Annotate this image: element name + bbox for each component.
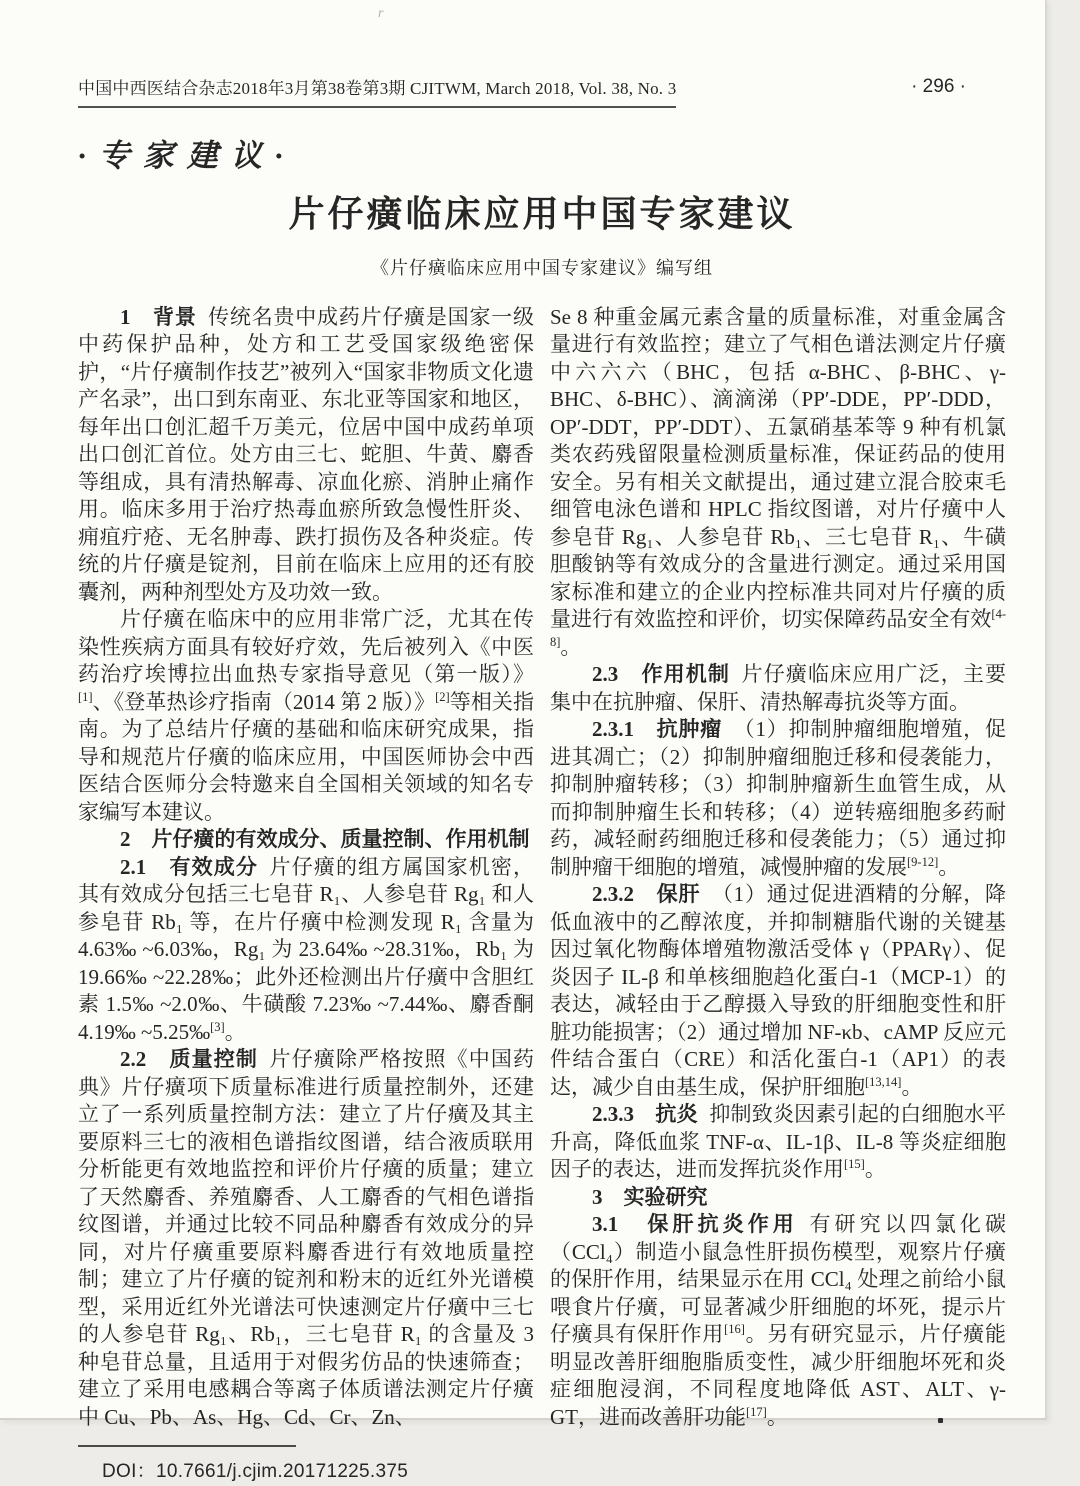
paragraph-anti-inflammatory <box>550 1101 1006 1184</box>
paragraph-experimental-research <box>550 1211 1006 1431</box>
paragraph-text: Se 8 种重金属元素含量的质量标准，对重金属含量进行有效监控；建立了气相色谱法测定片仔癀中六六六（BHC，包括 α-BHC、β-BHC、γ-BHC、δ-BHC）、滴滴涕（PP′-DDE，PP′-DDD，OP′-DDT，PP′-DDT）、五氯硝基苯等 9 种有机氯类农药残留限量检测质量标准，保证药品的使用安全。另有相关文献提出，通过建立混合胶束毛细管电泳色谱和 HPLC 指纹图谱，对片仔癀中人参皂苷 Rg₁、人参皂苷 Rb₁、三七皂苷 R₁、牛磺胆酸钠等有效成分的含量进行测定。通过采用国家标准和建立的企业内控标准共同对片仔癀的质量进行有效监控和评价，切实保障药品安全有效[4-8]。 <box>550 304 1006 659</box>
page-number: · 296 · <box>911 76 966 97</box>
page-header <box>78 0 1006 108</box>
article-title: 片仔癀临床应用中国专家建议 <box>288 194 796 234</box>
paragraph-text: 片仔癀临床应用广泛，主要集中在抗肿瘤、保肝、清热解毒抗炎等方面。 <box>550 662 1007 714</box>
doi-text: DOI：10.7661/j.cjim.20171225.375 <box>102 1461 409 1483</box>
article-body <box>78 304 1006 1486</box>
paragraph-text: 传统名贵中成药片仔癀是国家一级中药保护品种，处方和工艺受国家级绝密保护，“片仔癀制作技艺”被列入“国家非物质文化遗产名录”，出口到东南亚、东北亚等国家和地区，每年出口创汇超千万美元，位居中国中成药单项出口创汇首位。处方由三七、蛇胆、牛黄、麝香等组成，具有清热解毒、凉血化瘀、消肿止痛作用。临床多用于治疗热毒血瘀所致急慢性肝炎、痈疽疔疮、无名肿毒、跌打损伤及各种炎症。传统的片仔癀是锭剂，目前在临床上应用的还有胶囊剂，两种剂型处方及功效一致。 <box>78 304 535 604</box>
column-section-label: ·专家建议· <box>78 138 296 173</box>
paragraph-clinical-use <box>78 606 534 826</box>
journal-info: 中国中西医结合杂志2018年3月第38卷第3期 CJITWM, March 2018, Vol. 38, No. 3 <box>78 74 676 108</box>
paragraph-text: 抑制致炎因素引起的白细胞水平升高，降低血浆 TNF-α、IL-1β、IL-8 等炎症细胞因子的表达，进而发挥抗炎作用[15]。 <box>550 1102 1006 1182</box>
paragraph-text: （1）通过促进酒精的分解，降低血液中的乙醇浓度，并抑制糖脂代谢的关键基因过氧化物酶体增殖物激活受体 γ（PPARγ）、促炎因子 IL-β 和单核细胞趋化蛋白-1（MCP-1）的表达，减轻由于乙醇摄入导致的肝细胞变性和肝脏功能损害；（2）通过增加 NF-κb、cAMP 反应元件结合蛋白（CRE）和活化蛋白-1（AP1）的表达，减少自由基生成，保护肝细胞[13,14]。 <box>550 882 1007 1099</box>
paragraph-run-in-heading: 2.3 作用机制 <box>592 662 731 687</box>
pencil-mark-artifact: r <box>378 6 384 21</box>
paragraph-quality-control <box>78 1046 534 1431</box>
paragraph-background <box>78 304 534 607</box>
paragraph-active-ingredients <box>78 854 534 1047</box>
paragraph-run-in-heading: 2.3.2 保肝 <box>592 882 701 907</box>
paragraph-run-in-heading: 2.3.3 抗炎 <box>592 1102 698 1127</box>
paragraph-text: 有研究以四氯化碳（CCl₄）制造小鼠急性肝损伤模型，观察片仔癀的保肝作用，结果显示在用 CCl₄ 处理之前给小鼠喂食片仔癀，可显著减少肝细胞的坏死，提示片仔癀具有保肝作用[16]。另有研究显示，片仔癀能明显改善肝细胞脂质变性，减少肝细胞坏死和炎症细胞浸润，不同程度地降低 AST、ALT、γ-GT，进而改善肝功能[17]。 <box>550 1212 1007 1429</box>
paragraph-run-in-heading: 2.1 有效成分 <box>120 854 259 879</box>
paragraph-run-in-heading: 2.3.1 抗肿瘤 <box>592 717 723 742</box>
paragraph-text: 片仔癀在临床中的应用非常广泛，尤其在传染性疾病方面具有较好疗效，先后被列入《中医药治疗埃博拉出血热专家指导意见（第一版）》[1]、《登革热诊疗指南（2014 第 2 版）》[2]等相关指南。为了总结片仔癀的基础和临床研究成果，指导和规范片仔癀的临床应用，中国医师协会中西医结合医师分会特邀来自全国相关领域的知名专家编写本建议。 <box>78 607 535 824</box>
doi-footnote <box>78 1445 534 1486</box>
paragraph-quality-control-continued <box>550 304 1006 662</box>
scan-speck <box>938 1418 943 1423</box>
paragraph-liver-protection <box>550 881 1006 1101</box>
paragraph-run-in-heading: 1 背景 <box>120 304 197 329</box>
left-column <box>78 304 534 1486</box>
paragraph-text: 片仔癀除严格按照《中国药典》片仔癀项下质量标准进行质量控制外，还建立了一系列质量控制方法：建立了片仔癀及其主要原料三七的液相色谱指纹图谱，结合液质联用分析能更有效地监控和评价片仔癀的质量；建立了天然麝香、养殖麝香、人工麝香的气相色谱指纹图谱，并通过比较不同品种麝香有效成分的异同，对片仔癀重要原料麝香进行有效地质量控制；建立了片仔癀的锭剂和粉末的近红外光谱模型，采用近红外光谱法可快速测定片仔癀中三七的人参皂苷 Rg₁、Rb₁，三七皂苷 R₁ 的含量及 3 种皂苷总量，且适用于对假劣仿品的快速筛查；建立了采用电感耦合等离子体质谱法测定片仔癀中 Cu、Pb、As、Hg、Cd、Cr、Zn、 <box>78 1047 535 1429</box>
paragraph-antitumor <box>550 716 1006 881</box>
paragraph-run-in-heading: 2.2 质量控制 <box>120 1047 259 1072</box>
section-heading-3: 3 实验研究 <box>592 1184 708 1209</box>
author-byline: 《片仔癀临床应用中国专家建议》编写组 <box>371 257 713 278</box>
paragraph-text: （1）抑制肿瘤细胞增殖，促进其凋亡；（2）抑制肿瘤细胞迁移和侵袭能力，抑制肿瘤转移；（3）抑制肿瘤新生血管生成，从而抑制肿瘤生长和转移；（4）逆转癌细胞多药耐药，减轻耐药细胞迁移和侵袭能力；（5）通过抑制肿瘤干细胞的增殖，减慢肿瘤的发展[9-12]。 <box>550 717 1007 879</box>
paragraph-text: 片仔癀的组方属国家机密，其有效成分包括三七皂苷 R₁、人参皂苷 Rg₁ 和人参皂苷 Rb₁ 等，在片仔癀中检测发现 R₁ 含量为 4.63‰ ~6.03‰，Rg₁ 为 23.64‰ ~28.31‰，Rb₁ 为 19.66‰ ~22.28‰；此外还检测出片仔癀中含胆红素 1.5‰ ~2.0‰、牛磺酸 7.23‰ ~7.44‰、麝香酮 4.19‰ ~5.25‰[3]。 <box>78 854 535 1044</box>
right-column <box>550 304 1006 1486</box>
paragraph-run-in-heading: 3.1 保肝抗炎作用 <box>592 1212 798 1237</box>
paragraph-mechanism <box>550 661 1006 716</box>
section-heading-2: 2 片仔癀的有效成分、质量控制、作用机制 <box>120 827 530 852</box>
